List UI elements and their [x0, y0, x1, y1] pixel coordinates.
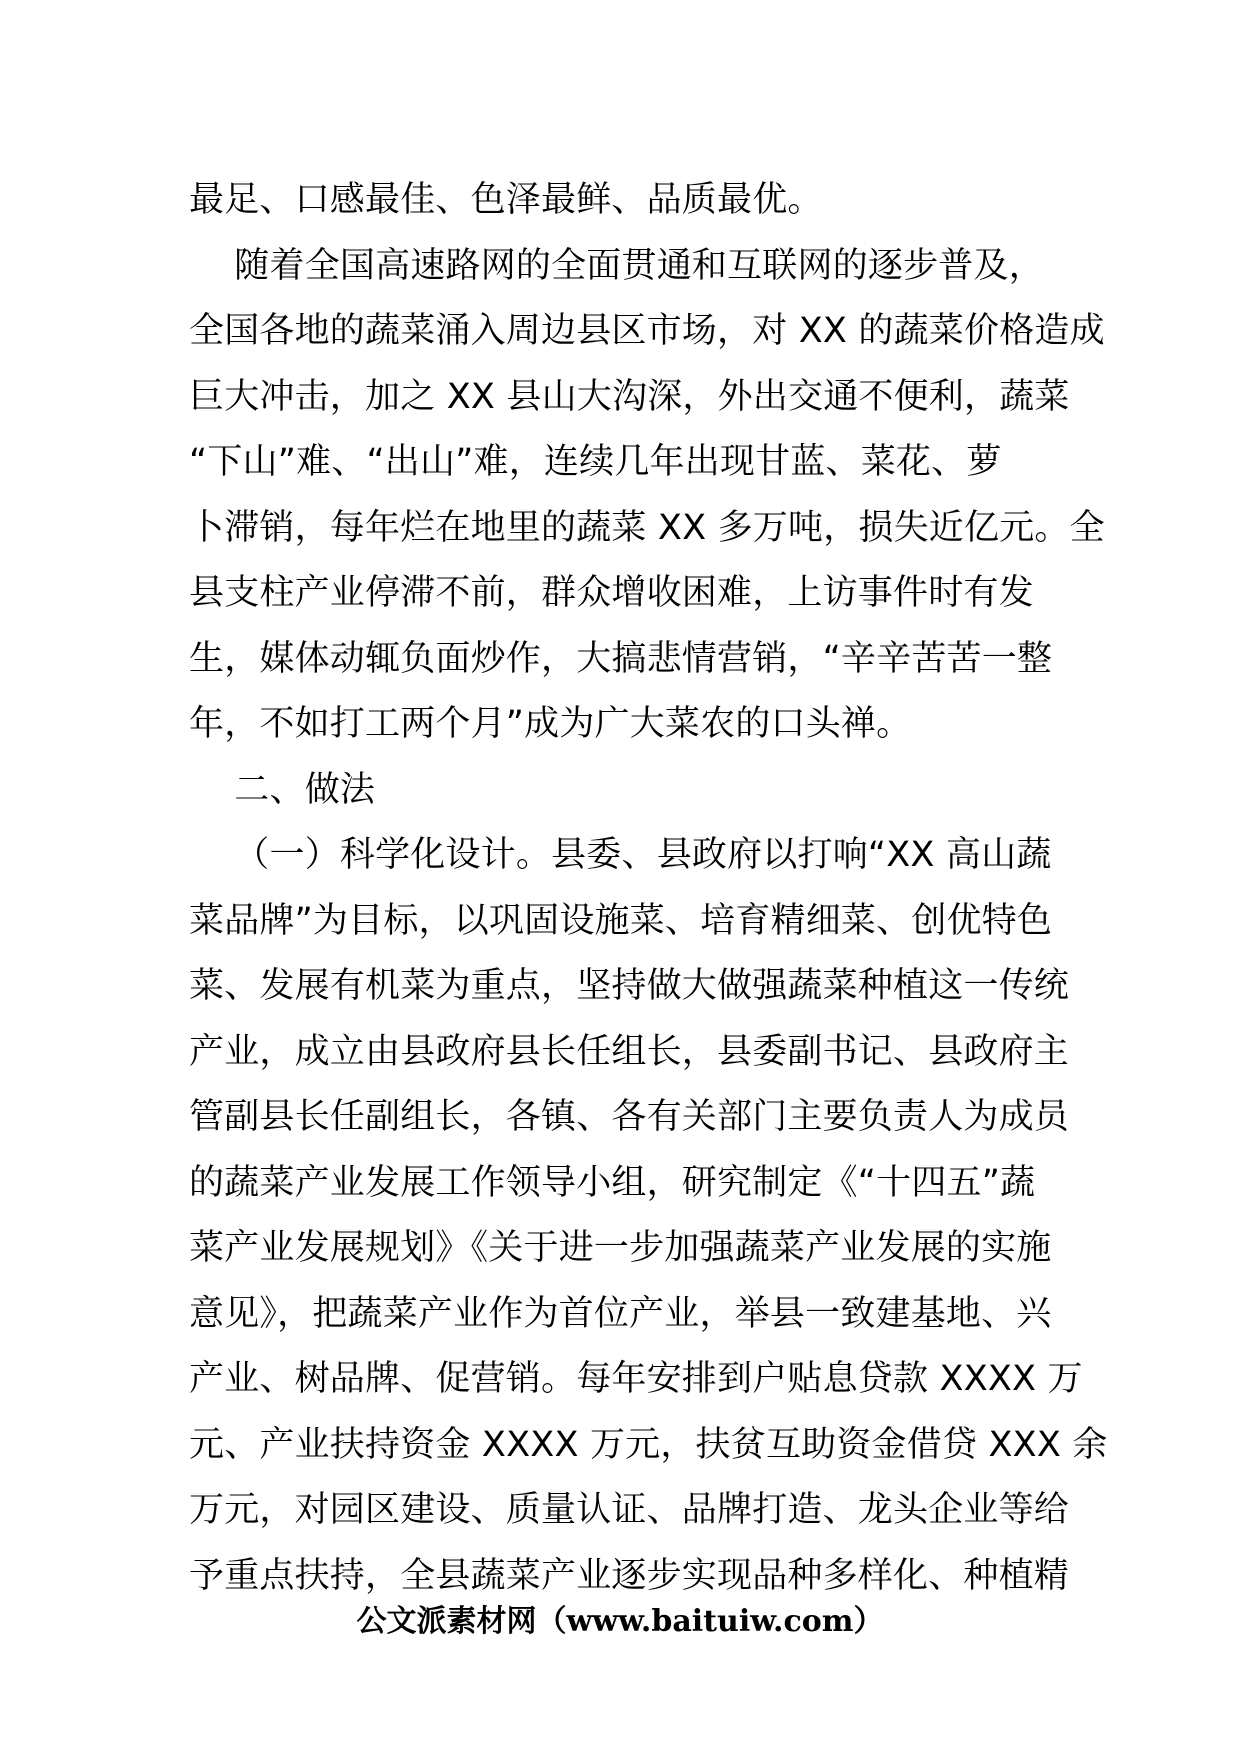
text-line: 产业，成立由县政府县长任组长，县委副书记、县政府主: [189, 1031, 1070, 1072]
text-line: 菜产业发展规划》《关于进一步加强蔬菜产业发展的实施: [189, 1228, 1052, 1268]
text-line: 生，媒体动辄负面炒作，大搞悲情营销，“辛辛苦苦一整: [189, 638, 1053, 679]
body-text: [189, 168, 1108, 1609]
text-line: 最足、口感最佳、色泽最鲜、品质最优。: [189, 180, 823, 220]
text-line: 年，不如打工两个月”成为广大菜农的口头禅。: [189, 704, 912, 744]
section-heading: 二、做法: [189, 769, 376, 810]
text-line: （一）科学化设计。县委、县政府以打响“XX 高山蔬: [189, 835, 1052, 875]
text-line: 巨大冲击，加之 XX 县山大沟深，外出交通不便利，蔬菜: [189, 376, 1070, 417]
text-line: “下山”难、“出山”难，连续几年出现甘蓝、菜花、萝: [189, 442, 1002, 482]
text-line: 元、产业扶持资金 XXXX 万元，扶贫互助资金借贷 XXX 余: [189, 1424, 1108, 1465]
text-line: 意见》，把蔬菜产业作为首位产业，举县一致建基地、兴: [189, 1293, 1052, 1334]
text-line: 随着全国高速路网的全面贯通和互联网的逐步普及，: [189, 245, 1044, 286]
text-line: 的蔬菜产业发展工作领导小组，研究制定《“十四五”蔬: [189, 1162, 1036, 1203]
text-line: 予重点扶持，全县蔬菜产业逐步实现品种多样化、种植精: [189, 1555, 1070, 1596]
text-line: 菜品牌”为目标，以巩固设施菜、培育精细菜、创优特色: [189, 900, 1053, 941]
text-line: 全国各地的蔬菜涌入周边县区市场，对 XX 的蔬菜价格造成: [189, 311, 1105, 351]
text-line: 产业、树品牌、促营销。每年安排到户贴息贷款 XXXX 万: [189, 1359, 1083, 1399]
text-line: 万元，对园区建设、质量认证、品牌打造、龙头企业等给: [189, 1490, 1070, 1530]
text-line: 菜、发展有机菜为重点，坚持做大做强蔬菜种植这一传统: [189, 966, 1070, 1006]
text-line: 县支柱产业停滞不前，群众增收困难，上访事件时有发: [189, 573, 1034, 613]
text-line: 管副县长任副组长，各镇、各有关部门主要负责人为成员: [189, 1097, 1070, 1137]
footer-watermark: 公文派素材网（www.baituiw.com）: [356, 1604, 884, 1639]
text-line: 卜滞销，每年烂在地里的蔬菜 XX 多万吨，损失近亿元。全: [189, 507, 1105, 548]
